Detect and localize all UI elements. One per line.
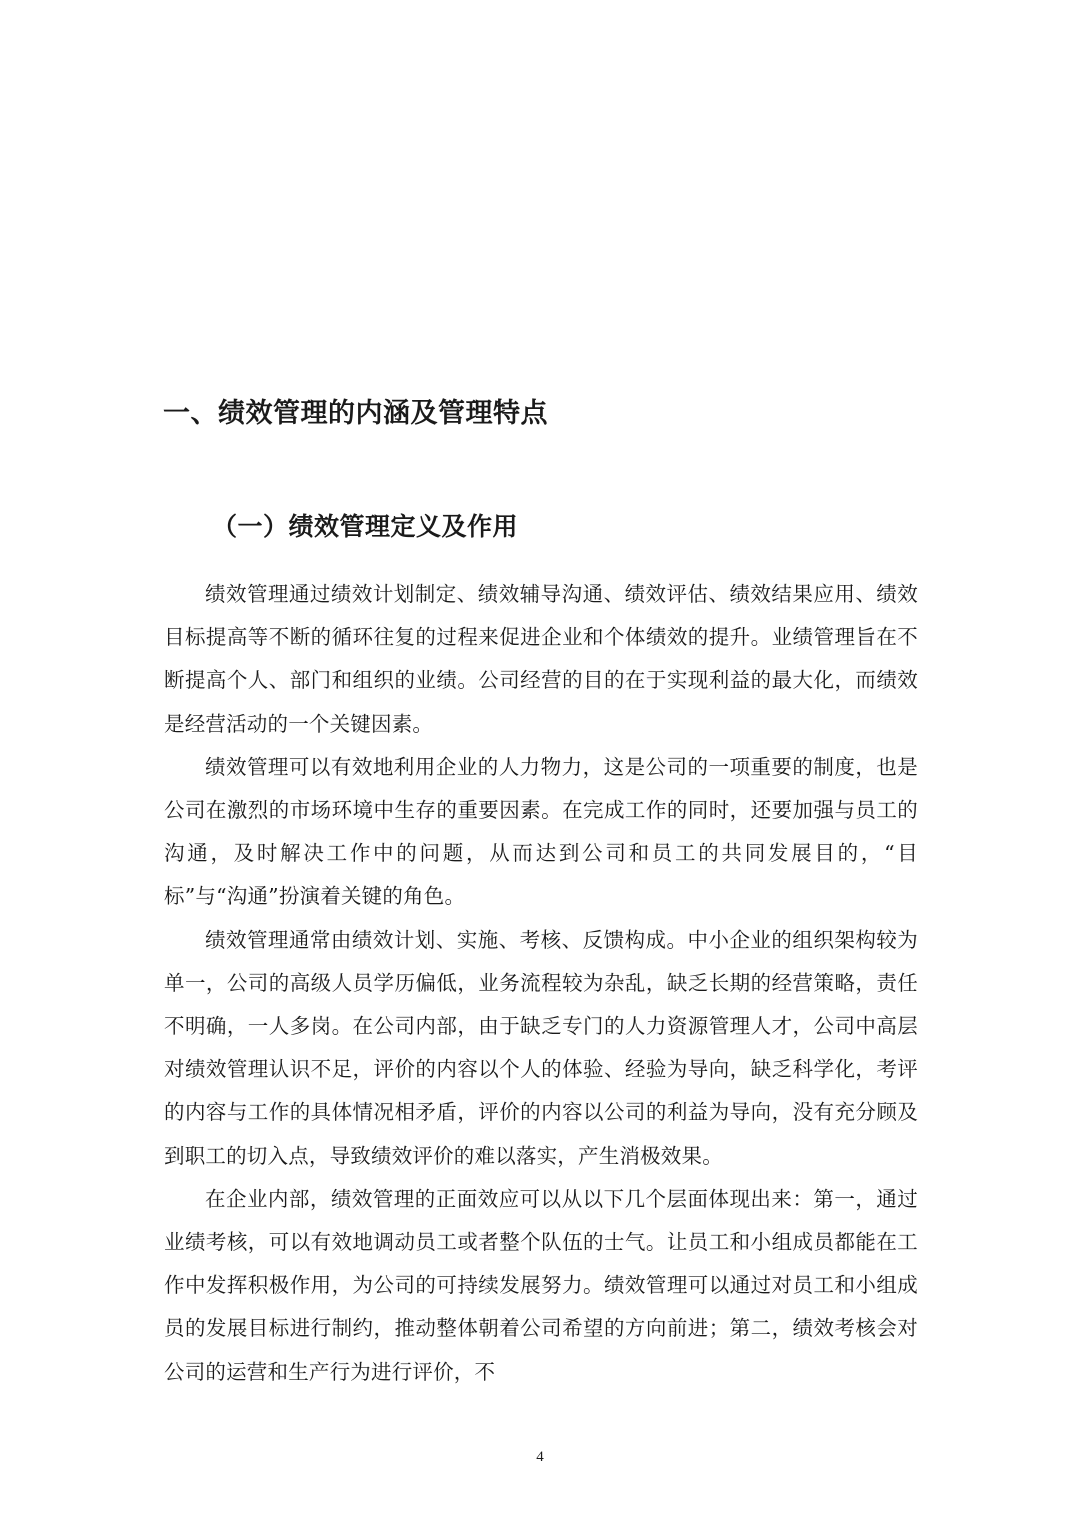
body-text	[164, 573, 918, 1394]
section-heading: 一、绩效管理的内涵及管理特点	[163, 398, 548, 429]
paragraph-3: 绩效管理通常由绩效计划、实施、考核、反馈构成。中小企业的组织架构较为单一，公司的高级人员学历偏低，业务流程较为杂乱，缺乏长期的经营策略，责任不明确，一人多岗。在公司内部，由于缺乏专门的人力资源管理人才，公司中高层对绩效管理认识不足，评价的内容以个人的体验、经验为导向，缺乏科学化，考评的内容与工作的具体情况相矛盾，评价的内容以公司的利益为导向，没有充分顾及到职工的切入点，导致绩效评价的难以落实，产生消极效果。	[164, 927, 918, 1168]
paragraph-1: 绩效管理通过绩效计划制定、绩效辅导沟通、绩效评估、绩效结果应用、绩效目标提高等不断的循环往复的过程来促进企业和个体绩效的提升。业绩管理旨在不断提高个人、部门和组织的业绩。公司经营的目的在于实现利益的最大化，而绩效是经营活动的一个关键因素。	[164, 582, 918, 736]
subsection-heading: （一）绩效管理定义及作用	[212, 512, 519, 541]
paragraph-2: 绩效管理可以有效地利用企业的人力物力，这是公司的一项重要的制度，也是公司在激烈的市场环境中生存的重要因素。在完成工作的同时，还要加强与员工的沟通，及时解决工作中的问题，从而达到公司和员工的共同发展目的，“目标”与“沟通”扮演着关键的角色。	[164, 754, 918, 909]
paragraph-4: 在企业内部，绩效管理的正面效应可以从以下几个层面体现出来：第一，通过业绩考核，可以有效地调动员工或者整个队伍的士气。让员工和小组成员都能在工作中发挥积极作用，为公司的可持续发展努力。绩效管理可以通过对员工和小组成员的发展目标进行制约，推动整体朝着公司希望的方向前进；第二，绩效考核会对公司的运营和生产行为进行评价，不	[164, 1186, 918, 1384]
page-number: 4	[536, 1449, 544, 1465]
